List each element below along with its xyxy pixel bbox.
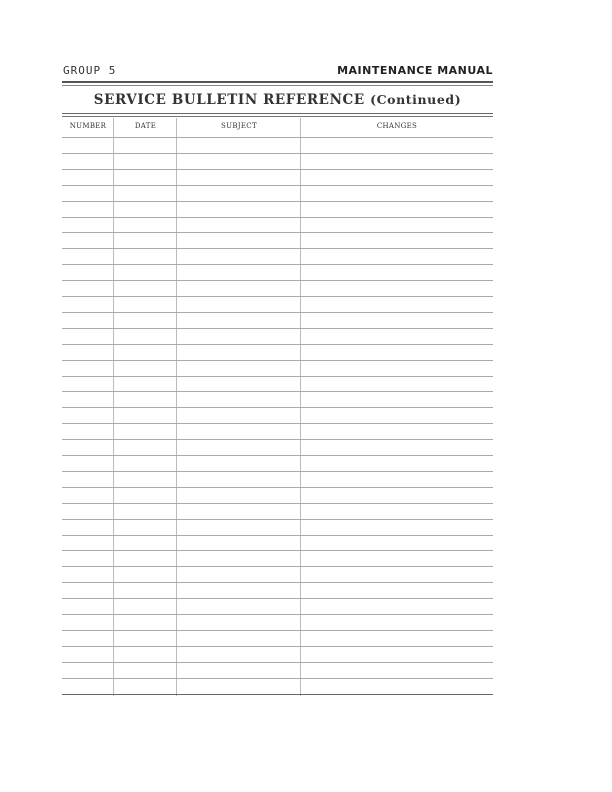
table-row-rule [62, 264, 493, 265]
table-row-rule [62, 678, 493, 679]
manual-title: MAINTENANCE MANUAL [337, 64, 493, 77]
table-row-rule [62, 566, 493, 567]
table-row-rule [62, 662, 493, 663]
table-row-rule [62, 248, 493, 249]
table-row-rule [62, 407, 493, 408]
table-row-rule [62, 646, 493, 647]
column-header-subject: SUBJECT [221, 122, 257, 130]
table-row-rule [62, 312, 493, 313]
page-title-main: SERVICE BULLETIN REFERENCE [93, 92, 365, 108]
table-row-rule [62, 535, 493, 536]
table-row-rule [62, 391, 493, 392]
table-row-rule [62, 550, 493, 551]
table-top-rule-inner [62, 116, 493, 117]
column-header-date: DATE [134, 122, 157, 130]
table-row-rule [62, 519, 493, 520]
table-row-rule [62, 614, 493, 615]
table-top-rule [62, 113, 493, 114]
table-row-rule [62, 503, 493, 504]
table-row-rule [62, 185, 493, 186]
header-rule-thick [62, 81, 493, 83]
table-row-rule [62, 137, 493, 138]
table-row-rule [62, 360, 493, 361]
table-row-rule [62, 153, 493, 154]
column-header-number: NUMBER [69, 122, 107, 130]
page-title [62, 92, 493, 108]
table-row-rule [62, 280, 493, 281]
table-row-rule [62, 376, 493, 377]
table-row-rule [62, 201, 493, 202]
table-row-rule [62, 232, 493, 233]
table-row-rule [62, 328, 493, 329]
table-row-rule [62, 344, 493, 345]
table-row-rule [62, 471, 493, 472]
table-row-rule [62, 169, 493, 170]
table-row-rule [62, 439, 493, 440]
table-row-rule [62, 630, 493, 631]
table-row-rule [62, 582, 493, 583]
table-row-rule [62, 455, 493, 456]
table-row-rule [62, 296, 493, 297]
service-bulletin-table [62, 113, 493, 696]
page-title-continued: (Continued) [370, 92, 462, 107]
table-row-rule [62, 487, 493, 488]
group-label: GROUP 5 [63, 64, 117, 77]
header-rule-thin [62, 85, 493, 86]
table-row-rule [62, 694, 493, 695]
table-row-rule [62, 217, 493, 218]
table-row-rule [62, 423, 493, 424]
column-header-changes: CHANGES [376, 122, 418, 130]
table-row-rule [62, 598, 493, 599]
